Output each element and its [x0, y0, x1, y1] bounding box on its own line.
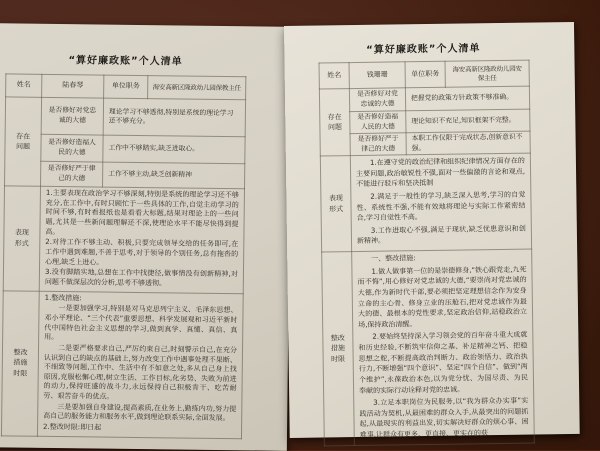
problem-aspect-cell: 是否修好造福人民的大德 [350, 111, 406, 134]
manifestation-section-label: 表现形式 [3, 186, 40, 291]
problem-content-cell: 本职工作仅限于完成状态,创新意识不强。 [406, 131, 530, 155]
table-row [5, 161, 245, 189]
table-row [5, 97, 245, 137]
document-right-paper [284, 22, 580, 438]
table-row [322, 249, 535, 446]
name-label-cell: 姓名 [319, 63, 349, 89]
paragraph: 3.立足本职岗位为民服务,以“我为群众办实事”实践活动为契机,从最困难的群众入手,从最突出的问题抓起,从最现实的利益出发,切实解决好群众的烦心事、困难事,让群众有更多、更直接、更实在的获 [359, 396, 529, 440]
paragraph: 2.整改时限:即日起 [43, 422, 102, 432]
table-row [3, 186, 244, 293]
paragraph: 三是要加强自身建设,提高素质,在业务上,勤练内功,努力提高自己的服务能力和服务水平,做到理论联系实际,全面发展。 [43, 402, 237, 423]
paragraph: 3.工作进取心不强,满足于现状,缺乏忧患意识和创新精神。 [356, 224, 526, 246]
name-value-cell: 钱珊珊 [349, 62, 405, 89]
manifestation-content-cell [350, 153, 531, 252]
problem-content-cell: 理论知识不充足,知识框架不完整。 [406, 109, 530, 133]
rectification-content-cell [37, 291, 243, 439]
problem-content-cell: 把握党的政策方针政策不够准确。 [405, 86, 529, 111]
table-row [319, 60, 529, 89]
problem-content-cell: 工作不够主动,缺乏创新精神 [103, 162, 245, 189]
paragraph: 1.在遵守党的政治纪律和组织纪律情况方面存在的主要问题,政治敏锐性不强,面对一些偏激的言论和观点,不能进行驳斥和坚决抵制 [356, 156, 526, 189]
table-row [6, 74, 246, 100]
problem-aspect-cell: 是否修好严于律己的大德 [350, 133, 406, 156]
position-value-cell: 海安高新区隆政幼儿园安保主任 [445, 60, 529, 87]
document-right-table [319, 60, 535, 447]
paragraph: 1.整改措施: [44, 293, 82, 302]
paragraph: 一是要加强学习,特别是对马克思列宁主义、毛泽东思想、邓小平理论、“三个代表”重要思想、科学发展观和习近平新时代中国特色社会主义思想的学习,做到真学、真懂、真信、真用。 [44, 304, 238, 342]
rectification-section-label: 整改措施时限 [1, 290, 39, 436]
name-value-cell: 陆春琴 [42, 74, 104, 98]
problem-aspect-cell: 是否修好对党忠诚的大德 [41, 97, 103, 135]
table-row [1, 290, 243, 438]
problem-content-cell: 理论学习不够透彻,特别是系统的理论学习还不够充分。 [103, 98, 245, 137]
problem-aspect-cell: 是否修好造福人民的大德 [41, 134, 103, 162]
table-row [320, 109, 530, 134]
rectification-content-cell [352, 249, 535, 445]
paragraph: 1.主要表现在政治学习不够深刻,特别是系统的理论学习还不够充分,在工作中,有时只顾忙于一些具体的工作,自觉主动学习的时间不够,有时看报纸也是看看大标题,结果对理论上的一些问题,尤其是一些新问题理解还不深,使理论水平不能尽快得到提高。 [45, 188, 239, 236]
problem-content-cell: 工作中不够踏实,缺乏进取心。 [103, 135, 245, 164]
table-row [320, 131, 530, 156]
position-value-cell: 海安高新区隆政幼儿园保教主任 [148, 76, 246, 100]
manifestation-content-cell [39, 186, 244, 293]
paragraph: 2.对待工作不够主动、积极,只要完成领导交给的任务即可,在工作中遇到难题,不善于思考,对于领导的个别任务,总有拖沓的心理,缺乏上进心。 [45, 238, 239, 267]
paragraph: 1.做人做事第一位的是崇德修身,“铁心跟党走,九死而不悔”,用心修好对党忠诚的大德,“要崇尚对党忠诚的大德,作为新时代干部,要必须把坚定理想信念作为安身立命的主心骨、修身立业的压舱石,把对党忠诚作为最大的德、最根本的党性要求,坚定政治信仰,站稳政治立场,保持政治清醒。 [357, 265, 528, 329]
document-right-title: “算好廉政账”个人清单 [366, 43, 481, 56]
problems-section-label: 存在问题 [5, 97, 42, 186]
problem-aspect-cell: 是否修好严于律己的大德 [41, 161, 103, 187]
table-row [5, 134, 245, 164]
paragraph: 一、整改措施: [371, 254, 416, 263]
paragraph: 二是要严格要求自己,严厉约束自己,时刻警示自己,在充分认识到自己的缺点的基础上,努力改变工作中遇事处理不果断、不细致等问题,工作中、生活中有不如意之处,多从自己身上找原因,克服松懈心理,树立生活、工作目标,化劣势、失败为前进的动力,保持旺盛的战斗力,永远保持自己积极肯干、吃苦耐劳、艰苦奋斗的优点。 [43, 343, 238, 401]
paragraph: 3.没有脚踏实地,总想在工作中找捷径,做事情没有创新精神,对问题不做深层次的分析,思考不够透彻。 [44, 268, 238, 288]
position-label-cell: 单位职务 [104, 75, 148, 99]
document-left-title: “算好廉政账”个人清单 [68, 55, 183, 68]
document-left-table [1, 73, 246, 439]
problem-aspect-cell: 是否修好对党忠诚的大德 [349, 88, 405, 112]
rectification-section-label: 整改措施时限 [322, 252, 355, 446]
document-left-paper [0, 23, 292, 451]
name-label-cell: 姓名 [6, 74, 42, 97]
position-label-cell: 单位职务 [405, 61, 445, 88]
paragraph: 2.要始终坚持深入学习领会党的百年奋斗重大成就和历史经验,不断筑牢信仰之基、补足精神之钙、把稳思想之舵,不断提高政治判断力、政治领悟力、政治执行力,不断增强“四个意识”、坚定“四个自信”、做到“两个维护”,永葆政治本色,以为党分忧、为国尽责、为民奉献的实际行动诠释对党的忠诚。 [358, 331, 528, 395]
table-row [319, 86, 529, 112]
table-row [320, 153, 531, 252]
manifestation-section-label: 表现形式 [320, 156, 351, 252]
paragraph: 2.满足于一般性的学习,缺乏深入思考,学习的自觉性、系统性不强,不能有效地将理论与实际工作紧密结合,学习自觉性不高。 [356, 190, 526, 223]
problems-section-label: 存在问题 [319, 89, 350, 156]
